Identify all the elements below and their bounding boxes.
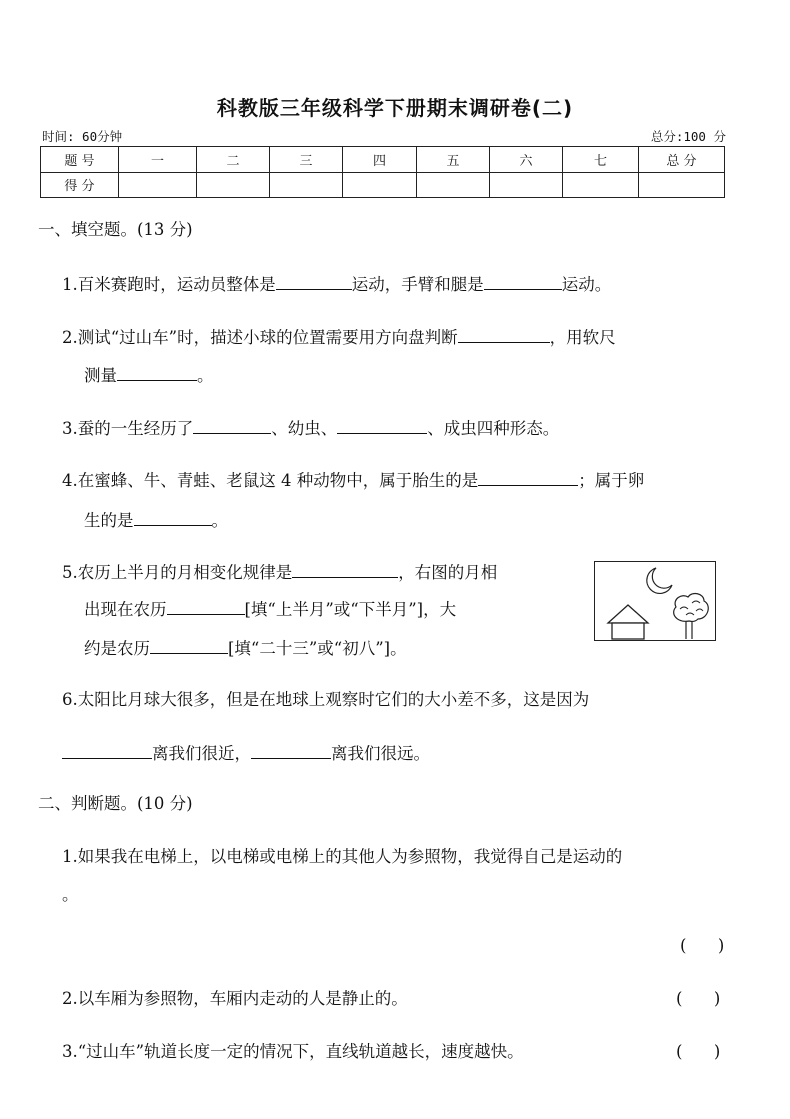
answer-blank[interactable]	[150, 637, 228, 654]
score-table-header-cell: 四	[343, 147, 417, 173]
question-2-1-cont	[62, 885, 79, 905]
question-2-3	[62, 1042, 524, 1062]
question-text: 出现在农历	[84, 600, 167, 619]
question-1-5-cont2	[84, 637, 407, 659]
score-cell[interactable]	[343, 172, 417, 198]
moon-phase-figure	[594, 561, 716, 641]
page-title: 科教版三年级科学下册期末调研卷(二)	[216, 96, 574, 120]
question-text: [填“上半月”或“下半月”]，大	[244, 600, 457, 619]
score-table-header-cell: 一	[119, 147, 197, 173]
section-2-heading: 二、判断题。(10 分)	[38, 794, 193, 813]
score-table-row-label: 得 分	[41, 172, 119, 198]
question-text: ，用软尺	[549, 328, 616, 347]
question-text: 。	[211, 511, 228, 530]
question-2-2	[62, 989, 408, 1009]
answer-blank[interactable]	[167, 598, 245, 615]
answer-blank[interactable]	[458, 326, 550, 343]
answer-blank[interactable]	[337, 417, 427, 434]
question-text: 、幼虫、	[271, 419, 338, 438]
answer-blank[interactable]	[251, 742, 331, 759]
question-text: 3.“过山车”轨道长度一定的情况下，直线轨道越长，速度越快。	[62, 1042, 524, 1061]
exam-time: 时间: 60分钟	[42, 129, 123, 144]
question-text: ，右图的月相	[398, 563, 498, 582]
score-table-score-row	[41, 172, 725, 198]
answer-blank[interactable]	[484, 273, 562, 290]
answer-parentheses[interactable]: ( )	[676, 1042, 721, 1061]
question-text: 1.如果我在电梯上，以电梯或电梯上的其他人为参照物，我觉得自己是运动的	[62, 847, 623, 866]
answer-blank[interactable]	[292, 561, 398, 578]
question-text: 4.在蜜蜂、牛、青蛙、老鼠这 4 种动物中，属于胎生的是	[62, 471, 479, 490]
question-text: 约是农历	[84, 639, 150, 658]
score-table-header-cell: 总 分	[639, 147, 725, 173]
answer-blank[interactable]	[276, 273, 352, 290]
question-1-3	[62, 417, 559, 439]
score-table	[40, 146, 725, 198]
answer-blank[interactable]	[193, 417, 271, 434]
question-1-4	[62, 469, 644, 491]
question-text: 、成虫四种形态。	[427, 419, 560, 438]
question-text: 生的是	[84, 511, 134, 530]
question-text: 。	[197, 366, 214, 385]
score-cell[interactable]	[639, 172, 725, 198]
score-table-header-cell: 七	[563, 147, 639, 173]
exam-total-score: 总分:100 分	[650, 129, 726, 144]
score-table-header-cell: 题 号	[41, 147, 119, 173]
question-text: 离我们很近，	[152, 744, 251, 763]
score-table-header-cell: 三	[270, 147, 343, 173]
question-text: 2.测试“过山车”时，描述小球的位置需要用方向盘判断	[62, 328, 458, 347]
question-text: 1.百米赛跑时，运动员整体是	[62, 275, 276, 294]
score-cell[interactable]	[490, 172, 563, 198]
score-table-header-cell: 二	[197, 147, 270, 173]
question-text: 离我们很远。	[331, 744, 430, 763]
question-1-1	[62, 273, 611, 295]
score-cell[interactable]	[417, 172, 490, 198]
section-1-heading: 一、填空题。(13 分)	[38, 220, 193, 239]
score-table-header-row	[41, 147, 725, 173]
question-text: 6.太阳比月球大很多，但是在地球上观察时它们的大小差不多，这是因为	[62, 690, 590, 709]
question-1-5	[62, 561, 497, 583]
question-1-6-cont	[62, 742, 430, 764]
score-table-header-cell: 六	[490, 147, 563, 173]
question-text: 测量	[84, 366, 117, 385]
question-text: [填“二十三”或“初八”]。	[228, 639, 407, 658]
score-cell[interactable]	[119, 172, 197, 198]
question-text: ；属于卵	[578, 471, 645, 490]
question-1-2-cont	[84, 364, 214, 386]
question-text: 3.蚕的一生经历了	[62, 419, 194, 438]
answer-blank[interactable]	[134, 509, 212, 526]
score-cell[interactable]	[563, 172, 639, 198]
question-text: 2.以车厢为参照物，车厢内走动的人是静止的。	[62, 989, 408, 1008]
question-text: 运动，手臂和腿是	[351, 275, 484, 294]
score-cell[interactable]	[270, 172, 343, 198]
question-1-6	[62, 690, 589, 710]
question-1-5-cont	[84, 598, 456, 620]
answer-blank[interactable]	[117, 364, 197, 381]
score-cell[interactable]	[197, 172, 270, 198]
question-text: 运动。	[561, 275, 612, 294]
question-2-1	[62, 847, 622, 867]
question-1-2	[62, 326, 616, 348]
question-1-4-cont	[84, 509, 228, 531]
answer-blank[interactable]	[62, 742, 152, 759]
score-table-header-cell: 五	[417, 147, 490, 173]
question-text: 。	[62, 885, 79, 904]
answer-parentheses[interactable]: ( )	[680, 936, 725, 955]
answer-parentheses[interactable]: ( )	[676, 989, 721, 1008]
question-text: 5.农历上半月的月相变化规律是	[62, 563, 293, 582]
answer-blank[interactable]	[478, 469, 578, 486]
